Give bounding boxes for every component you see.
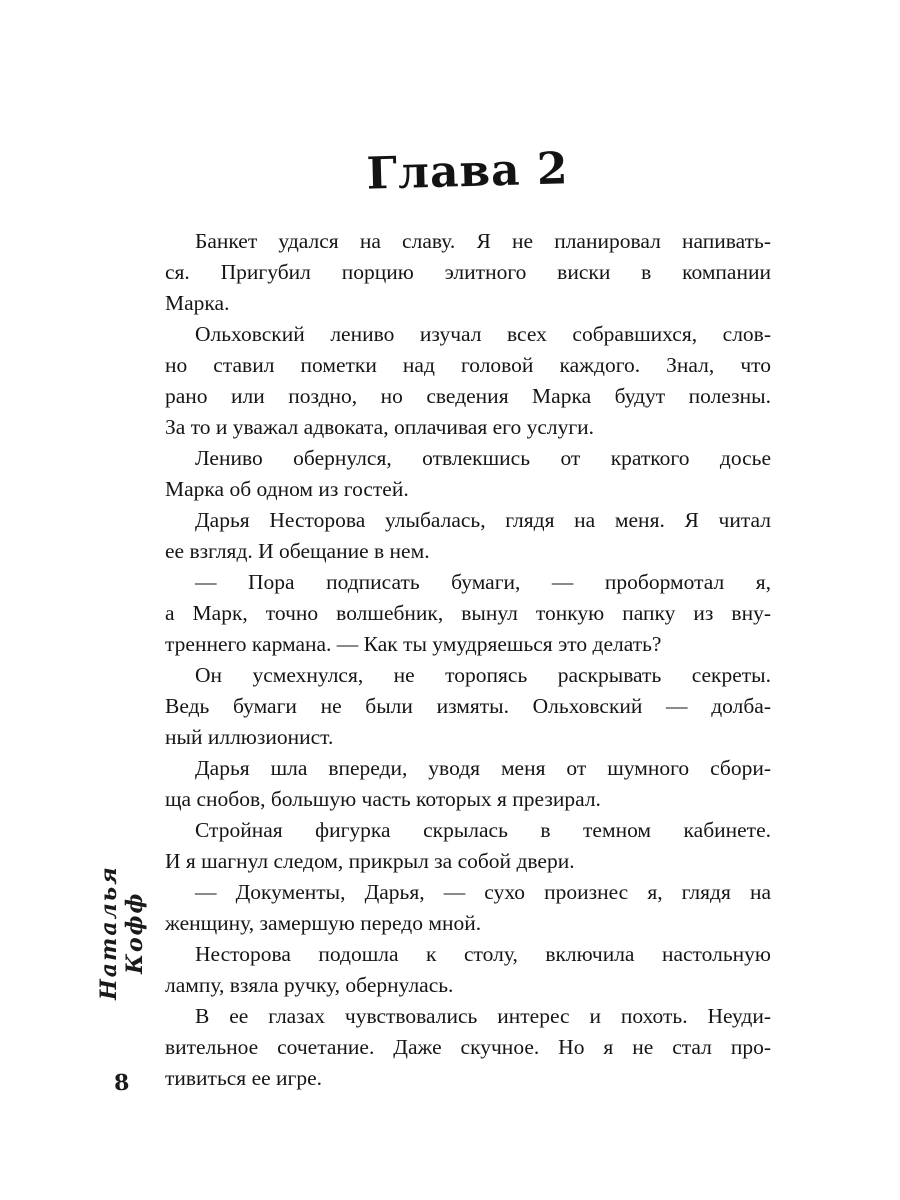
paragraph	[165, 505, 771, 567]
paragraph	[165, 660, 771, 753]
text-line: И я шагнул следом, прикрыл за собой двери.	[165, 849, 575, 873]
paragraph	[165, 939, 771, 1001]
text-line: Несторова подошла к столу, включила настольную	[195, 942, 771, 966]
text-line: ща снобов, большую часть которых я презирал.	[165, 787, 601, 811]
text-line: Лениво обернулся, отвлекшись от краткого досье	[195, 446, 771, 470]
body-text	[165, 226, 771, 1094]
text-line: Ольховский лениво изучал всех собравшихся, слов-	[195, 322, 771, 346]
text-line: а Марк, точно волшебник, вынул тонкую папку из вну-	[165, 601, 771, 625]
text-line: Дарья Несторова улыбалась, глядя на меня. Я читал	[195, 508, 771, 532]
text-line: лампу, взяла ручку, обернулась.	[165, 973, 454, 997]
paragraph	[165, 877, 771, 939]
text-line: Ведь бумаги не были измяты. Ольховский — долба-	[165, 694, 771, 718]
text-line: Он усмехнулся, не торопясь раскрывать секреты.	[195, 663, 771, 687]
text-line: — Пора подписать бумаги, — пробормотал я,	[195, 570, 771, 594]
text-line: тивиться ее игре.	[165, 1066, 323, 1090]
chapter-title: Глава 2	[365, 143, 570, 200]
paragraph	[165, 1001, 771, 1094]
text-line: ный иллюзионист.	[165, 725, 334, 749]
text-line: Стройная фигурка скрылась в темном кабинете.	[195, 818, 771, 842]
text-line: но ставил пометки над головой каждого. Знал, что	[165, 353, 771, 377]
text-line: За то и уважал адвоката, оплачивая его услуги.	[165, 415, 595, 439]
text-line: ее взгляд. И обещание в нем.	[165, 539, 430, 563]
text-line: В ее глазах чувствовались интерес и похоть. Неуди-	[195, 1004, 771, 1028]
text-line: Марка.	[165, 291, 230, 315]
paragraph	[165, 226, 771, 319]
text-line: женщину, замершую передо мной.	[165, 911, 482, 935]
author-name-vertical: Наталья Кофф	[96, 865, 148, 1001]
paragraph	[165, 443, 771, 505]
text-line: — Документы, Дарья, — сухо произнес я, глядя на	[195, 880, 771, 904]
text-line: Дарья шла впереди, уводя меня от шумного сбори-	[195, 756, 771, 780]
text-line: Банкет удался на славу. Я не планировал напивать-	[195, 229, 771, 253]
text-line: ся. Пригубил порцию элитного виски в компании	[165, 260, 771, 284]
text-line: вительное сочетание. Даже скучное. Но я не стал про-	[165, 1035, 771, 1059]
text-line: рано или поздно, но сведения Марка будут полезны.	[165, 384, 771, 408]
text-line: Марка об одном из гостей.	[165, 477, 409, 501]
paragraph	[165, 319, 771, 443]
paragraph	[165, 753, 771, 815]
page-number: 8	[113, 1069, 130, 1097]
paragraph	[165, 815, 771, 877]
text-line: треннего кармана. — Как ты умудряешься это делать?	[165, 632, 662, 656]
paragraph	[165, 567, 771, 660]
